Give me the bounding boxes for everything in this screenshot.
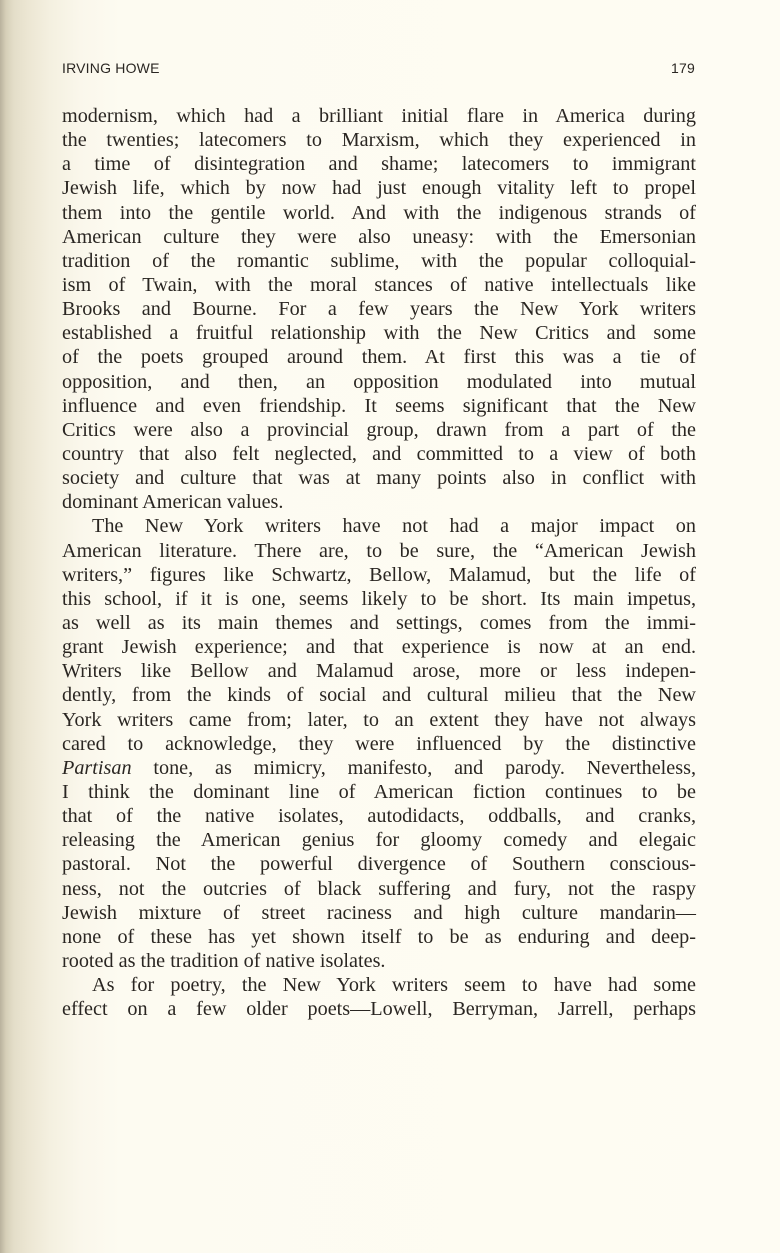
text-line-with-italic bbox=[62, 756, 696, 780]
text-line: that of the native isolates, autodidacts, oddballs, and cranks, bbox=[62, 805, 696, 828]
text-line: ness, not the outcries of black suffering and fury, not the raspy bbox=[62, 877, 696, 900]
text-line: none of these has yet shown itself to be as enduring and deep- bbox=[62, 925, 696, 948]
text-line: them into the gentile world. And with the indigenous strands of bbox=[62, 201, 696, 224]
text-line: effect on a few older poets—Lowell, Berryman, Jarrell, perhaps bbox=[62, 998, 696, 1021]
text-line: Critics were also a provincial group, drawn from a part of the bbox=[62, 418, 696, 441]
text-line: opposition, and then, an opposition modulated into mutual bbox=[62, 370, 696, 393]
running-head bbox=[62, 60, 695, 80]
text-line: Writers like Bellow and Malamud arose, more or less indepen- bbox=[62, 660, 696, 683]
text-line: of the poets grouped around them. At first this was a tie of bbox=[62, 346, 696, 369]
text-line: American literature. There are, to be sure, the “American Jewish bbox=[62, 539, 696, 562]
paragraph bbox=[62, 973, 696, 1021]
body-text bbox=[62, 104, 696, 1021]
text-line: I think the dominant line of American fiction continues to be bbox=[62, 780, 696, 803]
text-line: dominant American values. bbox=[62, 491, 284, 514]
text-line: Jewish life, which by now had just enough vitality left to propel bbox=[62, 177, 696, 200]
text-line: grant Jewish experience; and that experience is now at an end. bbox=[62, 636, 696, 659]
text-line: country that also felt neglected, and committed to a view of both bbox=[62, 442, 696, 465]
text-line-rest: tone, as mimicry, manifesto, and parody. Nevertheless, bbox=[131, 756, 696, 779]
text-line: cared to acknowledge, they were influenced by the distinctive bbox=[62, 732, 696, 755]
text-line: The New York writers have not had a major impact on bbox=[92, 515, 696, 538]
text-line: as well as its main themes and settings, comes from the immi- bbox=[62, 611, 696, 634]
running-head-author: IRVING HOWE bbox=[62, 60, 160, 76]
text-line: tradition of the romantic sublime, with the popular colloquial- bbox=[62, 249, 696, 272]
text-line: established a fruitful relationship with the New Critics and some bbox=[62, 322, 696, 345]
text-line: influence and even friendship. It seems significant that the New bbox=[62, 394, 696, 417]
text-line: the twenties; latecomers to Marxism, which they experienced in bbox=[62, 129, 696, 152]
text-line: ism of Twain, with the moral stances of native intellectuals like bbox=[62, 273, 696, 296]
text-line: society and culture that was at many points also in conflict with bbox=[62, 467, 696, 490]
text-line: York writers came from; later, to an extent they have not always bbox=[62, 708, 696, 731]
page-number: 179 bbox=[671, 60, 695, 76]
text-line: releasing the American genius for gloomy comedy and elegaic bbox=[62, 829, 696, 852]
text-line: American culture they were also uneasy: with the Emersonian bbox=[62, 225, 696, 248]
text-line: modernism, which had a brilliant initial flare in America during bbox=[62, 105, 696, 127]
text-line: rooted as the tradition of native isolates. bbox=[62, 949, 386, 972]
italic-title: Partisan bbox=[62, 756, 132, 779]
paragraph bbox=[62, 104, 696, 514]
text-line: this school, if it is one, seems likely to be short. Its main impetus, bbox=[62, 587, 696, 610]
text-line: Brooks and Bourne. For a few years the New York writers bbox=[62, 298, 696, 321]
text-line: As for poetry, the New York writers seem to have had some bbox=[92, 974, 696, 997]
text-line: Jewish mixture of street raciness and high culture mandarin— bbox=[62, 901, 696, 924]
text-line: pastoral. Not the powerful divergence of Southern conscious- bbox=[62, 853, 696, 876]
text-line: a time of disintegration and shame; latecomers to immigrant bbox=[62, 153, 696, 176]
text-line: dently, from the kinds of social and cultural milieu that the New bbox=[62, 684, 696, 707]
paragraph bbox=[62, 514, 696, 973]
text-line: writers,” figures like Schwartz, Bellow, Malamud, but the life of bbox=[62, 563, 696, 586]
